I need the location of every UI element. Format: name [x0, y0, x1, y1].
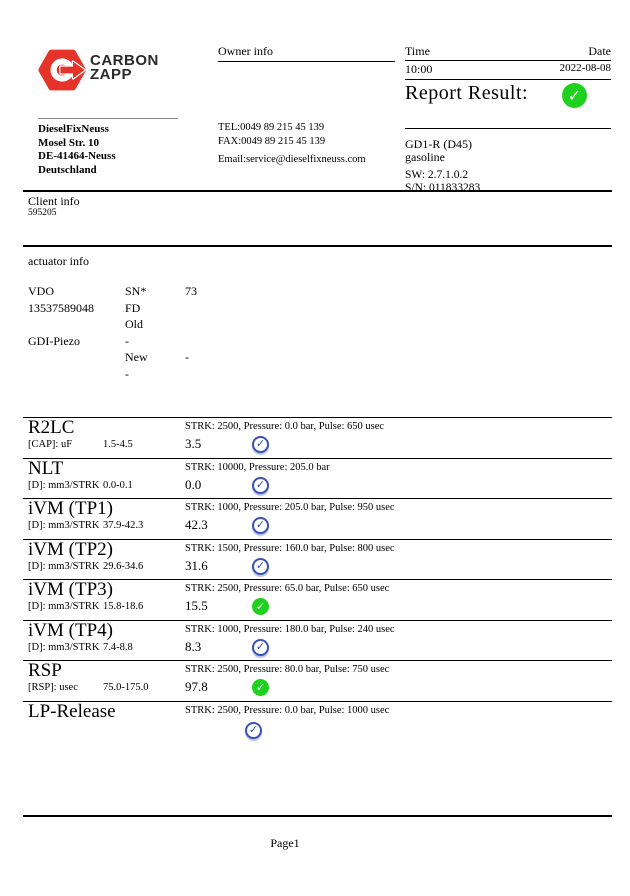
actuator-old-label: Old	[125, 317, 143, 331]
test-title: iVM (TP3)	[28, 579, 113, 600]
actuator-info-grid	[28, 283, 265, 382]
test-row-nlt	[23, 458, 612, 499]
actuator-new-value: -	[185, 350, 189, 364]
actuator-part-number: 13537589048	[28, 300, 94, 315]
owner-street: Mosel Str. 10	[38, 136, 100, 149]
actuator-section-divider	[23, 245, 612, 247]
actuator-cell	[28, 366, 125, 383]
report-result-check-icon	[562, 83, 587, 108]
client-section-divider	[23, 190, 612, 192]
owner-name: DieselFixNeuss	[38, 123, 109, 135]
test-allowed-range: 75.0-175.0	[103, 682, 149, 693]
test-allowed-range: 1.5-4.5	[103, 439, 133, 450]
date-label: Date	[588, 44, 611, 58]
test-parameters: STRK: 2500, Pressure: 0.0 bar, Pulse: 1000 usec	[185, 704, 390, 716]
test-title: LP-Release	[28, 700, 116, 722]
owner-address-block	[38, 118, 178, 177]
test-row-ivm-tp1	[23, 498, 612, 539]
time-value: 10:00	[405, 62, 433, 76]
test-row-r2lc	[23, 417, 612, 458]
test-measured-value: 3.5	[185, 436, 202, 451]
test-parameters: STRK: 10000, Pressure: 205.0 bar	[185, 461, 330, 473]
owner-contact-block	[218, 121, 366, 167]
test-measurement-label: [D]: mm3/STRK	[28, 479, 100, 491]
owner-city: DE-41464-Neuss	[38, 150, 116, 162]
actuator-fd-label: FD	[125, 300, 141, 315]
test-result-check-icon	[252, 477, 269, 494]
test-row-ivm-tp3	[23, 579, 612, 620]
test-measurement-label: [D]: mm3/STRK	[28, 520, 100, 531]
test-measurement-label: [D]: mm3/STRK	[28, 641, 100, 653]
report-result-label: Report Result:	[405, 82, 529, 104]
test-result-check-icon	[252, 436, 269, 453]
actuator-old-value: -	[125, 333, 129, 348]
actuator-sn-label: SN*	[125, 284, 147, 298]
test-measured-value: 31.6	[185, 557, 208, 573]
actuator-cell	[28, 316, 125, 333]
test-title: iVM (TP4)	[28, 619, 113, 641]
test-title: NLT	[28, 457, 64, 479]
date-value: 2022-08-08	[559, 62, 611, 74]
machine-software-version: SW: 2.7.1.0.2	[405, 169, 469, 181]
test-parameters: STRK: 2500, Pressure: 65.0 bar, Pulse: 650 usec	[185, 583, 390, 594]
actuator-cell	[185, 333, 265, 350]
test-measured-value: 15.5	[185, 598, 208, 613]
brand-line2: ZAPP	[90, 66, 133, 83]
test-parameters: STRK: 1000, Pressure: 205.0 bar, Pulse: 950 usec	[185, 502, 395, 513]
client-info-heading: Client info	[28, 194, 80, 208]
test-measurement-label: [CAP]: uF	[28, 439, 73, 450]
machine-info-block	[405, 128, 611, 194]
test-result-check-icon	[252, 598, 269, 615]
test-result-check-icon	[245, 722, 262, 739]
test-parameters: STRK: 1000, Pressure: 180.0 bar, Pulse: 240 usec	[185, 623, 395, 635]
actuator-cell	[28, 349, 125, 366]
test-allowed-range: 15.8-18.6	[103, 601, 144, 612]
machine-model: GD1-R (D45)	[405, 137, 472, 151]
test-title: iVM (TP2)	[28, 538, 113, 560]
test-title: R2LC	[28, 417, 75, 438]
footer-divider	[23, 815, 612, 817]
client-id: 595205	[28, 208, 57, 218]
carbon-zapp-wordmark	[90, 54, 159, 82]
carbon-zapp-logo	[38, 46, 159, 99]
owner-info-heading: Owner info	[218, 44, 395, 62]
actuator-sn-value: 73	[185, 284, 197, 298]
test-measurement-label: [D]: mm3/STRK	[28, 601, 100, 612]
machine-serial-number: S/N: 011833283	[405, 181, 481, 194]
owner-tel: TEL:0049 89 215 45 139	[218, 122, 325, 133]
test-measurement-label: [D]: mm3/STRK	[28, 560, 100, 572]
test-measured-value: 42.3	[185, 517, 208, 532]
test-measured-value: 0.0	[185, 476, 202, 492]
test-row-ivm-tp2	[23, 539, 612, 580]
test-row-lp-release	[23, 701, 612, 751]
time-label: Time	[405, 44, 430, 58]
actuator-cell	[185, 366, 265, 383]
actuator-type: GDI-Piezo	[28, 333, 80, 348]
test-result-check-icon	[252, 639, 269, 656]
owner-fax: FAX:0049 89 215 45 139	[218, 136, 326, 147]
test-allowed-range: 29.6-34.6	[103, 560, 144, 572]
test-parameters: STRK: 2500, Pressure: 80.0 bar, Pulse: 750 usec	[185, 664, 390, 675]
time-date-block	[405, 44, 611, 80]
test-row-ivm-tp4	[23, 620, 612, 661]
owner-email: Email:service@dieselfixneuss.com	[218, 154, 366, 165]
test-parameters: STRK: 1500, Pressure: 160.0 bar, Pulse: 800 usec	[185, 542, 395, 554]
test-parameters: STRK: 2500, Pressure: 0.0 bar, Pulse: 650 usec	[185, 421, 385, 432]
test-measured-value: 8.3	[185, 638, 202, 654]
test-title: iVM (TP1)	[28, 498, 113, 519]
brand-line1: CARBON	[90, 52, 159, 69]
test-allowed-range: 37.9-42.3	[103, 520, 144, 531]
actuator-cell: -	[125, 366, 129, 381]
test-results-table	[23, 417, 612, 751]
actuator-info-heading: actuator info	[28, 254, 89, 268]
actuator-cell	[185, 300, 265, 317]
actuator-brand: VDO	[28, 284, 54, 298]
owner-country: Deutschland	[38, 163, 97, 176]
actuator-cell	[185, 316, 265, 333]
test-result-check-icon	[252, 679, 269, 696]
test-measured-value: 97.8	[185, 679, 208, 694]
page-number: Page1	[270, 836, 300, 850]
test-result-check-icon	[252, 517, 269, 534]
test-allowed-range: 0.0-0.1	[103, 479, 133, 491]
test-row-rsp	[23, 660, 612, 701]
actuator-new-label: New	[125, 350, 148, 364]
carbon-zapp-logo-icon	[38, 46, 88, 94]
test-result-check-icon	[252, 558, 269, 575]
test-allowed-range: 7.4-8.8	[103, 641, 133, 653]
test-measurement-label: [RSP]: usec	[28, 682, 78, 693]
test-title: RSP	[28, 660, 62, 681]
machine-fuel: gasoline	[405, 150, 445, 164]
